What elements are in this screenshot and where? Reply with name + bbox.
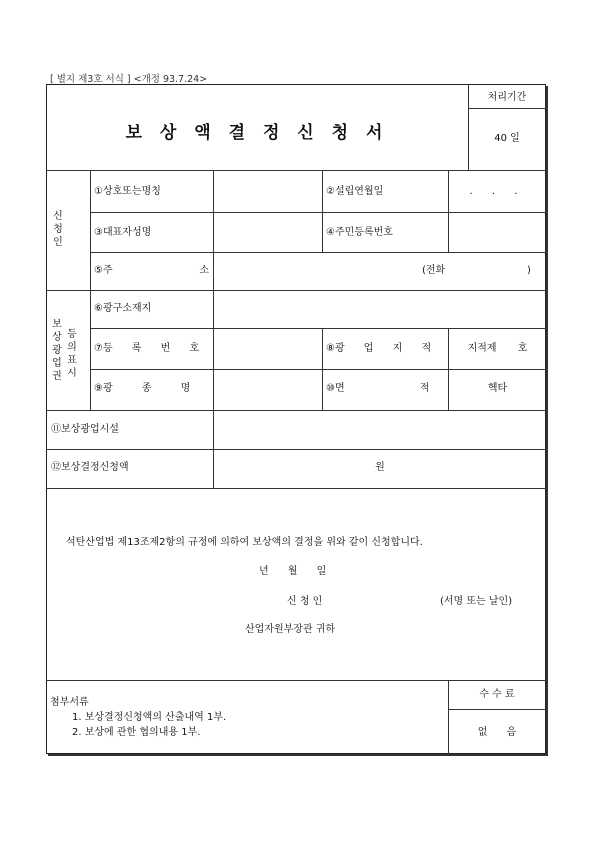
- date-line[interactable]: 년 월 일: [259, 566, 327, 577]
- processing-label: 처리기간: [487, 92, 527, 103]
- rule: [46, 680, 546, 681]
- facility-field[interactable]: [214, 411, 546, 449]
- facility-label: ⑪보상광업시설: [51, 424, 119, 435]
- processing-divider: [468, 108, 546, 109]
- representative-label: ③대표자성명: [94, 227, 152, 238]
- address-label: [94, 265, 209, 277]
- rule: [46, 449, 546, 450]
- rule: [90, 170, 91, 410]
- mining-group-label-b: 등의표시: [67, 329, 77, 379]
- signer-label: 신 청 인: [287, 596, 323, 607]
- amount-unit: 원: [375, 462, 385, 473]
- established-date-field[interactable]: . . .: [469, 186, 526, 197]
- company-name-label: ①상호또는명칭: [94, 186, 161, 197]
- statement-text: 석탄산업법 제13조제2항의 규정에 의하여 보상액의 결정을 위와 같이 신청합니다.: [66, 537, 423, 548]
- rule: [46, 488, 546, 489]
- rule: [322, 328, 323, 410]
- location-label: ⑥광구소재지: [94, 303, 152, 314]
- size-label: ⑩면 적: [326, 383, 430, 394]
- addressee: 산업자원부장관 귀하: [245, 624, 336, 635]
- location-field[interactable]: [214, 291, 546, 328]
- size-unit: 헥타: [487, 383, 508, 394]
- representative-field[interactable]: [214, 213, 322, 252]
- applicant-group-label: 신청인: [53, 211, 63, 248]
- amount-label: ⑫보상결정신청액: [51, 462, 129, 473]
- area-label: ⑧광 업 지 적: [326, 343, 432, 354]
- rule: [448, 328, 449, 410]
- attachments-label: 첨부서류: [50, 697, 89, 708]
- resident-no-field[interactable]: [449, 213, 546, 252]
- address-label-a: ⑤주: [94, 265, 113, 276]
- fee-label: 수 수 료: [479, 689, 515, 700]
- rule: [448, 709, 546, 710]
- resident-no-label: ④주민등록번호: [326, 227, 393, 238]
- mineral-label: ⑨광 종 명: [94, 383, 191, 394]
- reg-no-field[interactable]: [214, 329, 322, 369]
- established-date-label: ②설립연월일: [326, 186, 384, 197]
- attachment-item: 1. 보상결정신청액의 산출내역 1부.: [72, 712, 227, 723]
- mineral-field[interactable]: [214, 370, 322, 410]
- mining-group-label-a: 보상광업권: [52, 319, 62, 382]
- reg-no-label: ⑦등 록 번 호: [94, 343, 200, 354]
- company-name-field[interactable]: [214, 171, 322, 212]
- area-unit: 지적제 호: [467, 343, 528, 354]
- phone-open: (전화: [422, 265, 446, 276]
- signature-note[interactable]: (서명 또는 날인): [440, 596, 513, 607]
- fee-value: 없 음: [477, 727, 517, 738]
- phone-close: ): [527, 265, 531, 276]
- form-caption: [ 별지 제3호 서식 ] <개정 93.7.24>: [50, 74, 208, 85]
- processing-value: 40 일: [494, 133, 520, 144]
- address-field[interactable]: [214, 253, 546, 290]
- form-title: 보 상 액 결 정 신 청 서: [125, 123, 389, 143]
- attachment-item: 2. 보상에 관한 협의내용 1부.: [72, 727, 201, 738]
- rule: [322, 170, 323, 252]
- address-label-b: 소: [199, 265, 209, 276]
